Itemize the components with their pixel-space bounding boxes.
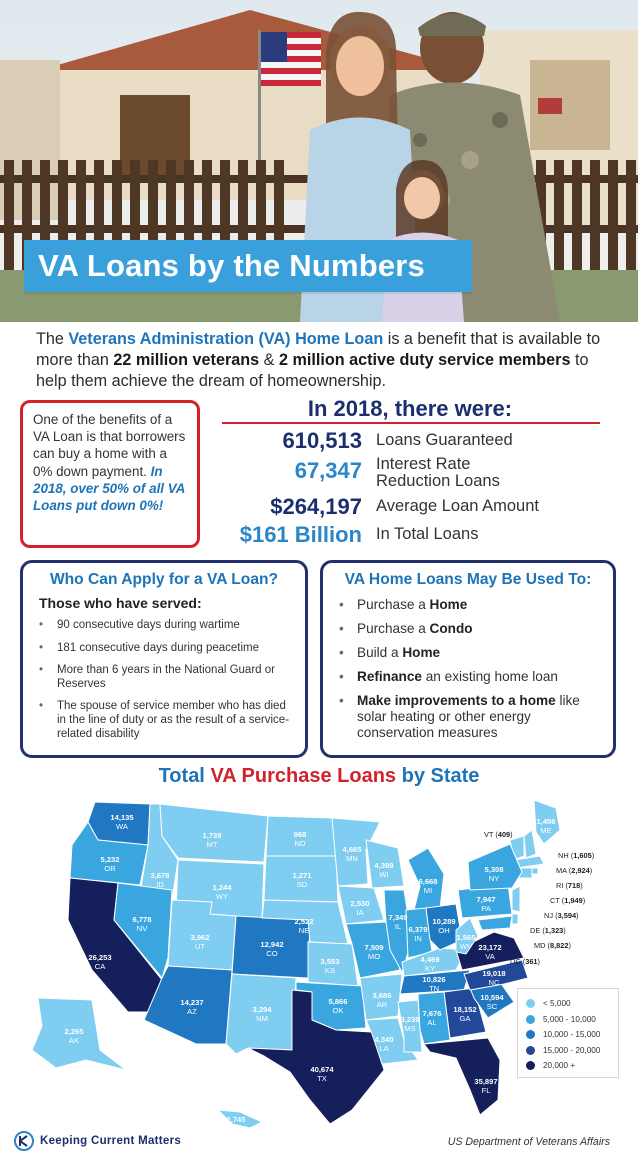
state-value-label: 19,018: [482, 969, 506, 978]
state-abbr-label: UT: [194, 942, 206, 951]
state-abbr-label: NM: [256, 1014, 268, 1023]
who-can-apply-card: [20, 560, 308, 758]
state-abbr-label: NH: [558, 851, 569, 860]
paren-glyph: (: [559, 896, 565, 905]
legend-swatch: [526, 1015, 535, 1024]
state-abbr-label: AZ: [187, 1007, 197, 1016]
legend-swatch: [526, 1046, 535, 1055]
state-abbr-label: WI: [379, 870, 389, 879]
stat-value: 67,347: [294, 458, 362, 483]
hero-image: [0, 0, 638, 322]
state-value-label: 4,469: [420, 955, 440, 964]
state-abbr-label: MD: [534, 941, 546, 950]
paren-glyph: (: [520, 957, 526, 966]
state-value-label: 2,265: [64, 1027, 84, 1036]
list-item-emphasis: Make improvements to a home: [357, 693, 556, 708]
source-credit: US Department of Veterans Affairs: [447, 1136, 610, 1148]
state-abbr-label: MT: [206, 840, 218, 849]
state-ri: [532, 868, 538, 874]
state-value-label: 409: [497, 830, 511, 839]
list-item-text: like solar heating or other energy conservation measures: [357, 693, 580, 740]
state-callout-nj: [544, 911, 579, 920]
state-value-label: 3,962: [190, 933, 210, 942]
state-value-label: 1,739: [202, 831, 222, 840]
legend-label: 10,000 - 15,000: [543, 1030, 601, 1040]
paren-glyph: ): [510, 830, 513, 839]
state-callout-de: [530, 926, 566, 935]
legend-swatch: [526, 1030, 535, 1039]
intro-text: &: [259, 351, 279, 369]
state-abbr-label: CT: [550, 896, 560, 905]
state-abbr-label: HI: [232, 1124, 240, 1133]
state-callout-dc: [510, 957, 540, 966]
paren-glyph: ): [591, 851, 595, 860]
state-abbr-label: MS: [404, 1024, 416, 1033]
state-abbr-label: OR: [104, 864, 116, 873]
state-value-label: 7,349: [388, 913, 408, 922]
state-abbr-label: ME: [540, 826, 552, 835]
list-item-emphasis: Condo: [429, 621, 473, 636]
benefit-callout: [20, 400, 200, 548]
state-abbr-label: KY: [424, 964, 436, 973]
list-item-text: Build a: [357, 645, 403, 660]
state-value-label: 40,674: [310, 1065, 334, 1074]
state-abbr-label: OK: [332, 1006, 344, 1015]
bullet-icon: •: [339, 621, 344, 636]
benefit-text: One of the benefits of a VA Loan is that borrowers can buy a home with a 0% down payment.: [33, 412, 186, 479]
legend-swatch: [526, 999, 535, 1008]
bullet-icon: •: [339, 669, 344, 684]
state-value-label: 3,239: [400, 1015, 420, 1024]
state-abbr-label: DC: [510, 957, 521, 966]
state-value-label: 968: [293, 830, 307, 839]
stat-label-line: Reduction Loans: [376, 472, 500, 490]
state-abbr-label: TX: [317, 1074, 327, 1083]
legend-label: 5,000 - 10,000: [543, 1014, 596, 1024]
intro-veterans-count: 22 million veterans: [113, 351, 260, 369]
legend-swatch: [526, 1061, 535, 1070]
stat-label: [376, 456, 500, 490]
state-abbr-label: CO: [266, 949, 278, 958]
state-abbr-label: AL: [427, 1018, 437, 1027]
list-item-emphasis: Home: [429, 597, 468, 612]
list-item-text: Purchase a: [357, 597, 430, 612]
legend-item: [526, 1012, 610, 1028]
list-item: [37, 619, 291, 633]
state-abbr-label: PA: [481, 904, 491, 913]
stat-total-loans: [208, 522, 628, 552]
intro-text: is a benefit that is available to more than: [36, 330, 601, 369]
list-item-text: Purchase a: [357, 621, 430, 636]
state-abbr-label: MI: [423, 886, 433, 895]
state-value-label: 14,237: [180, 998, 204, 1007]
state-value-label: 5,308: [484, 865, 504, 874]
card-title: Who Can Apply for a VA Loan?: [49, 571, 279, 588]
state-abbr-label: DE: [530, 926, 541, 935]
list-item-emphasis: Home: [402, 645, 441, 660]
state-value-label: 1,949: [564, 896, 583, 905]
state-abbr-label: ND: [294, 839, 306, 848]
stat-irrrl: [208, 455, 628, 490]
state-callout-md: [534, 941, 571, 950]
list-item-emphasis: Refinance: [357, 669, 422, 684]
paren-glyph: (: [553, 911, 558, 920]
state-value-label: 1,323: [544, 926, 564, 935]
stat-label: In Total Loans: [376, 525, 479, 543]
stats-divider: [222, 422, 600, 424]
state-nh: [524, 830, 536, 858]
stat-value: $264,197: [270, 494, 362, 519]
list-item-text: 181 consecutive days during peacetime: [57, 641, 260, 654]
page-title: VA Loans by the Numbers: [24, 240, 472, 292]
state-abbr-label: FL: [481, 1086, 491, 1095]
state-value-label: 3,686: [372, 991, 392, 1000]
paren-glyph: ): [576, 911, 579, 920]
state-callout-ma: [556, 866, 592, 875]
list-item: [337, 597, 599, 613]
state-callout-nh: [558, 851, 594, 860]
state-value-label: 7,947: [476, 895, 496, 904]
map-legend: [517, 988, 619, 1078]
state-value-label: 12,942: [260, 940, 284, 949]
state-abbr-label: VT: [484, 830, 494, 839]
legend-item: [526, 1027, 610, 1043]
state-abbr-label: IA: [356, 908, 364, 917]
stat-label: Loans Guaranteed: [376, 431, 513, 449]
state-value-label: 5,866: [328, 997, 348, 1006]
stat-value: $161 Billion: [239, 522, 362, 547]
list-item: [37, 642, 291, 656]
state-abbr-label: NJ: [544, 911, 554, 920]
state-abbr-label: AR: [376, 1000, 388, 1009]
state-value-label: 3,594: [557, 911, 577, 920]
state-abbr-label: OH: [438, 926, 450, 935]
list-item: [337, 621, 599, 637]
bullet-icon: •: [39, 619, 44, 631]
legend-label: 20,000 +: [543, 1061, 576, 1071]
state-value-label: 4,340: [374, 1035, 394, 1044]
loan-uses-card: [320, 560, 616, 758]
paren-glyph: (: [563, 881, 568, 890]
map-title: [0, 765, 638, 788]
paren-glyph: ): [568, 941, 571, 950]
paren-glyph: (: [568, 851, 574, 860]
state-abbr-label: KS: [324, 966, 336, 975]
state-abbr-label: IN: [414, 934, 422, 943]
paren-glyph: (: [493, 830, 498, 839]
paren-glyph: ): [580, 881, 583, 890]
uses-list: [337, 597, 599, 741]
list-item: [37, 664, 291, 691]
state-value-label: 3,678: [150, 871, 170, 880]
state-callout-ri: [556, 881, 583, 890]
stat-label-line: Interest Rate: [376, 455, 471, 473]
state-de: [512, 914, 518, 924]
state-value-label: 4,665: [342, 845, 362, 854]
state-abbr-label: WY: [215, 892, 229, 901]
state-abbr-label: RI: [556, 881, 564, 890]
list-item: [337, 669, 599, 685]
legend-item: [526, 996, 610, 1012]
state-value-label: 26,253: [88, 953, 112, 962]
state-value-label: 1,605: [573, 851, 592, 860]
stat-average-loan: [208, 494, 628, 524]
benefit-highlight: In 2018, over 50% of all VA Loans put down 0%!: [33, 463, 185, 514]
state-value-label: 6,668: [418, 877, 438, 886]
paren-glyph: (: [545, 941, 551, 950]
legend-item: [526, 1043, 610, 1059]
bullet-icon: •: [39, 700, 44, 713]
intro-paragraph: [36, 329, 616, 392]
state-value-label: 2,924: [571, 866, 590, 875]
state-value-label: 1,271: [292, 871, 312, 880]
state-value-label: 8,822: [550, 941, 569, 950]
state-value-label: 10,594: [480, 993, 504, 1002]
card-title: VA Home Loans May Be Used To:: [344, 571, 592, 588]
list-item-text: The spouse of service member who has died in the line of duty or as the result of a service-related disability: [57, 700, 290, 740]
bullet-icon: •: [39, 664, 44, 677]
paren-glyph: ): [537, 957, 541, 966]
state-abbr-label: GA: [459, 1014, 471, 1023]
state-abbr-label: WA: [116, 822, 128, 831]
state-value-label: 35,897: [474, 1077, 498, 1086]
list-item-text: More than 6 years in the National Guard or Reserves: [57, 664, 275, 690]
bullet-icon: •: [39, 641, 44, 654]
state-value-label: 1,244: [212, 883, 232, 892]
state-value-label: 18,152: [453, 1005, 477, 1014]
state-value-label: 3,294: [252, 1005, 272, 1014]
bullet-icon: •: [339, 645, 344, 660]
state-value-label: 361: [525, 957, 538, 966]
brand-name: Keeping Current Matters: [40, 1135, 182, 1147]
state-abbr-label: IL: [394, 922, 402, 931]
map-title-highlight: VA Purchase Loans: [210, 765, 397, 787]
bullet-icon: •: [339, 693, 344, 708]
state-value-label: 23,172: [478, 943, 502, 952]
intro-text: to help them achieve the dream of homeownership.: [36, 351, 589, 390]
state-callout-vt: [484, 830, 513, 839]
state-callout-ct: [550, 896, 585, 905]
state-abbr-label: SC: [486, 1002, 498, 1011]
legend-label: < 5,000: [543, 999, 571, 1009]
state-value-label: 10,826: [422, 975, 446, 984]
state-value-label: 10,289: [432, 917, 456, 926]
state-value-label: 1,565: [456, 933, 476, 942]
paren-glyph: ): [563, 926, 566, 935]
stat-value: 610,513: [282, 428, 362, 453]
us-map: [0, 790, 638, 1135]
state-abbr-label: NV: [136, 924, 148, 933]
state-value-label: 7,676: [422, 1009, 442, 1018]
card-subtitle: Those who have served:: [39, 595, 202, 611]
state-value-label: 2,522: [294, 917, 314, 926]
state-abbr-label: ID: [156, 880, 164, 889]
state-value-label: 6,778: [132, 915, 152, 924]
list-item: [337, 645, 599, 661]
state-nj: [512, 886, 520, 912]
state-abbr-label: MA: [556, 866, 567, 875]
stats-title: In 2018, there were:: [307, 396, 513, 421]
intro-program-name: Veterans Administration (VA) Home Loan: [68, 330, 384, 348]
state-abbr-label: MN: [346, 854, 358, 863]
map-title-part: by State: [396, 765, 480, 787]
paren-glyph: ): [582, 896, 586, 905]
state-value-label: 2,530: [350, 899, 370, 908]
state-value-label: 7,509: [364, 943, 384, 952]
list-item: [337, 693, 599, 741]
map-title-part: Total: [158, 765, 211, 787]
state-value-label: 718: [567, 881, 581, 890]
intro-text: The: [36, 330, 69, 348]
state-value-label: 5,232: [100, 855, 120, 864]
legend-item: [526, 1058, 610, 1074]
state-abbr-label: MO: [367, 952, 381, 961]
state-abbr-label: LA: [379, 1044, 389, 1053]
brand-logo: [14, 1130, 181, 1152]
stat-label: Average Loan Amount: [376, 497, 539, 515]
state-abbr-label: WV: [459, 942, 473, 951]
intro-active-duty-count: 2 million active duty service members: [278, 351, 571, 369]
state-abbr-label: TN: [428, 984, 440, 993]
list-item: [37, 700, 291, 741]
state-value-label: 2,745: [226, 1115, 246, 1124]
state-abbr-label: CA: [94, 962, 106, 971]
state-value-label: 3,553: [320, 957, 340, 966]
state-value-label: 4,399: [374, 861, 394, 870]
list-item-text: 90 consecutive days during wartime: [57, 619, 240, 631]
eligibility-list: [37, 619, 291, 741]
state-abbr-label: NC: [488, 978, 500, 987]
state-value-label: 6,379: [408, 925, 428, 934]
list-item-text: an existing home loan: [421, 669, 558, 684]
paren-glyph: ): [589, 866, 593, 875]
state-abbr-label: AK: [68, 1036, 80, 1045]
us-map-svg: [0, 790, 638, 1135]
state-abbr-label: NY: [488, 874, 500, 883]
legend-label: 15,000 - 20,000: [543, 1045, 601, 1055]
paren-glyph: (: [566, 866, 572, 875]
state-value-label: 1,456: [536, 817, 556, 826]
state-abbr-label: SD: [296, 880, 308, 889]
state-abbr-label: VA: [485, 952, 495, 961]
bullet-icon: •: [339, 597, 344, 612]
state-value-label: 14,135: [110, 813, 134, 822]
stat-loans-guaranteed: [208, 428, 628, 458]
kcm-logo-icon: [14, 1131, 34, 1151]
state-md: [478, 916, 512, 930]
state-abbr-label: NE: [298, 926, 310, 935]
paren-glyph: (: [540, 926, 545, 935]
